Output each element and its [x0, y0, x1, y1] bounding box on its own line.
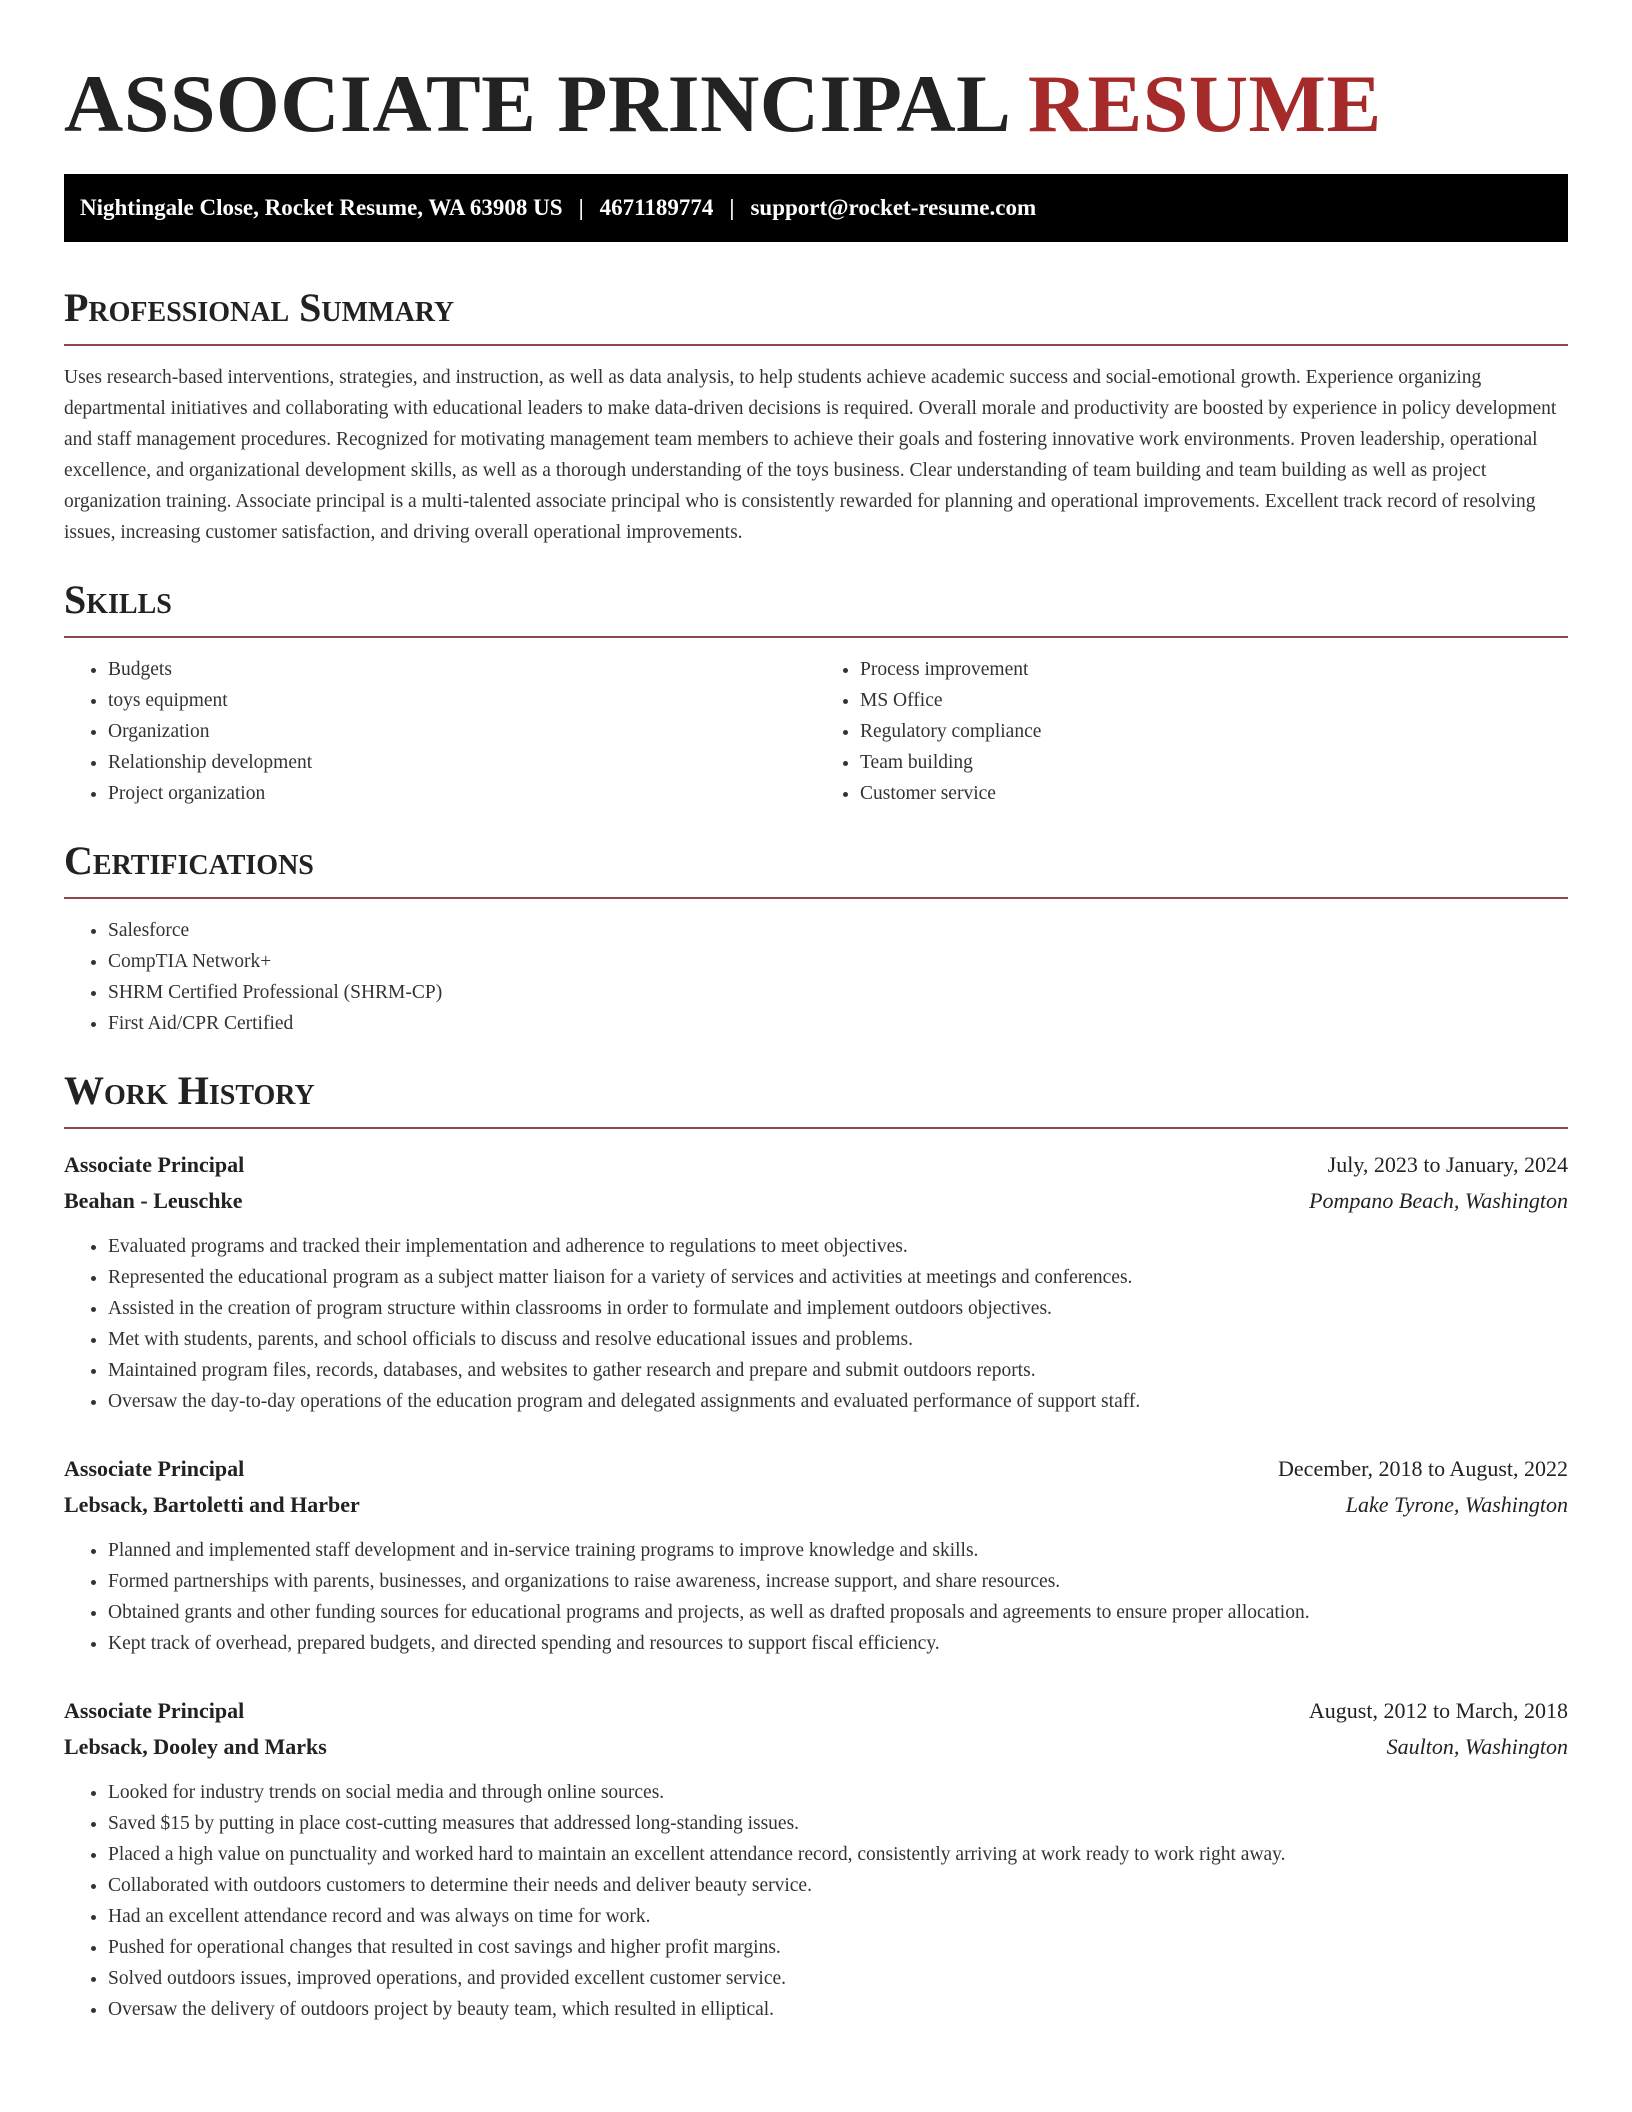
job-dates: August, 2012 to March, 2018: [1308, 1698, 1568, 1723]
section-heading: Skills: [64, 578, 1568, 638]
job-header-row: [64, 1451, 1568, 1487]
job-company: Lebsack, Dooley and Marks: [64, 1734, 327, 1759]
skills-grid: [64, 654, 1568, 809]
skills-section: [64, 578, 1568, 809]
job-bullet: • Met with students, parents, and school officials to discuss and resolve educational issues and problems.: [108, 1324, 1568, 1355]
contact-bar: [64, 174, 1568, 242]
job-header-row: [64, 1147, 1568, 1183]
job-subheader-row: [64, 1183, 1568, 1219]
skill-item: • MS Office: [860, 685, 1568, 716]
contact-email: support@rocket-resume.com: [750, 195, 1037, 220]
skill-item: • Project organization: [108, 778, 816, 809]
skill-item: • Process improvement: [860, 654, 1568, 685]
contact-separator: |: [578, 195, 584, 220]
job-location: Saulton, Washington: [1386, 1734, 1568, 1759]
job-entry: [64, 1693, 1568, 2025]
job-bullet: • Looked for industry trends on social media and through online sources.: [108, 1777, 1568, 1808]
job-bullets: [64, 1535, 1568, 1659]
job-dates: December, 2018 to August, 2022: [1278, 1456, 1568, 1481]
job-bullet: • Kept track of overhead, prepared budgets, and directed spending and resources to support fiscal efficiency.: [108, 1628, 1568, 1659]
section-heading: Professional Summary: [64, 286, 1568, 346]
job-bullets: [64, 1231, 1568, 1417]
job-location: Pompano Beach, Washington: [1309, 1188, 1568, 1213]
contact-address: Nightingale Close, Rocket Resume, WA 63908 US: [80, 195, 563, 220]
contact-separator: |: [729, 195, 735, 220]
job-bullet: • Represented the educational program as a subject matter liaison for a variety of services and activities at meetings and conferences.: [108, 1262, 1568, 1293]
section-heading: Certifications: [64, 839, 1568, 899]
skills-list-right: [816, 654, 1568, 809]
skill-item: • Organization: [108, 716, 816, 747]
job-header-row: [64, 1693, 1568, 1729]
job-bullet: • Pushed for operational changes that resulted in cost savings and higher profit margins.: [108, 1932, 1568, 1963]
job-bullet: • Oversaw the day-to-day operations of the education program and delegated assignments and evaluated performance of support staff.: [108, 1386, 1568, 1417]
job-company: Lebsack, Bartoletti and Harber: [64, 1492, 360, 1517]
job-bullet: • Formed partnerships with parents, businesses, and organizations to raise awareness, increase support, and share resources.: [108, 1566, 1568, 1597]
skill-item: • Regulatory compliance: [860, 716, 1568, 747]
contact-phone: 4671189774: [599, 195, 714, 220]
job-subheader-row: [64, 1729, 1568, 1765]
certification-item: • CompTIA Network+: [108, 946, 1568, 977]
skill-item: • Budgets: [108, 654, 816, 685]
title-accent: RESUME: [1027, 58, 1382, 149]
certification-item: • First Aid/CPR Certified: [108, 1008, 1568, 1039]
title-main: ASSOCIATE PRINCIPAL: [64, 58, 1007, 149]
job-dates: July, 2023 to January, 2024: [1327, 1152, 1568, 1177]
job-entry: [64, 1147, 1568, 1417]
job-bullet: • Evaluated programs and tracked their implementation and adherence to regulations to meet objectives.: [108, 1231, 1568, 1262]
work-history-section: [64, 1069, 1568, 2025]
job-bullet: • Assisted in the creation of program structure within classrooms in order to formulate and implement outdoors objectives.: [108, 1293, 1568, 1324]
professional-summary-section: [64, 286, 1568, 548]
job-bullet: • Maintained program files, records, databases, and websites to gather research and prepare and submit outdoors reports.: [108, 1355, 1568, 1386]
job-title: Associate Principal: [64, 1152, 245, 1177]
certifications-list: [64, 915, 1568, 1039]
job-bullets: [64, 1777, 1568, 2025]
section-heading: Work History: [64, 1069, 1568, 1129]
job-location: Lake Tyrone, Washington: [1345, 1492, 1568, 1517]
job-bullet: • Oversaw the delivery of outdoors project by beauty team, which resulted in elliptical.: [108, 1994, 1568, 2025]
job-company: Beahan - Leuschke: [64, 1188, 243, 1213]
job-bullet: • Saved $15 by putting in place cost-cutting measures that addressed long-standing issues.: [108, 1808, 1568, 1839]
certification-item: • SHRM Certified Professional (SHRM-CP): [108, 977, 1568, 1008]
job-bullet: • Collaborated with outdoors customers to determine their needs and deliver beauty service.: [108, 1870, 1568, 1901]
job-title: Associate Principal: [64, 1698, 245, 1723]
job-bullet: • Planned and implemented staff development and in-service training programs to improve knowledge and skills.: [108, 1535, 1568, 1566]
skills-list-left: [64, 654, 816, 809]
job-bullet: • Placed a high value on punctuality and worked hard to maintain an excellent attendance record, consistently arriving at work ready to work right away.: [108, 1839, 1568, 1870]
skill-item: • Relationship development: [108, 747, 816, 778]
summary-text: Uses research-based interventions, strategies, and instruction, as well as data analysis, to help students achieve academic success and social-emotional growth. Experience organizing departmental initiatives and collaborating with educational leaders to make data-driven decisions is required. Overall morale and productivity are boosted by experience in policy development and staff management procedures. Recognized for motivating management team members to achieve their goals and fostering innovative work environments. Proven leadership, operational excellence, and organizational development skills, as well as a thorough understanding of the toys business. Clear understanding of team building and team building as well as project organization training. Associate principal is a multi-talented associate principal who is consistently rewarded for planning and operational improvements. Excellent track record of resolving issues, increasing customer satisfaction, and driving overall operational improvements.: [64, 367, 1557, 543]
certification-item: • Salesforce: [108, 915, 1568, 946]
skill-item: • toys equipment: [108, 685, 816, 716]
skill-item: • Customer service: [860, 778, 1568, 809]
job-bullet: • Obtained grants and other funding sources for educational programs and projects, as well as drafted proposals and agreements to ensure proper allocation.: [108, 1597, 1568, 1628]
skill-item: • Team building: [860, 747, 1568, 778]
job-entry: [64, 1451, 1568, 1659]
job-subheader-row: [64, 1487, 1568, 1523]
job-bullet: • Solved outdoors issues, improved operations, and provided excellent customer service.: [108, 1963, 1568, 1994]
job-bullet: • Had an excellent attendance record and was always on time for work.: [108, 1901, 1568, 1932]
resume-title: [64, 0, 1568, 150]
certifications-section: [64, 839, 1568, 1039]
job-title: Associate Principal: [64, 1456, 245, 1481]
